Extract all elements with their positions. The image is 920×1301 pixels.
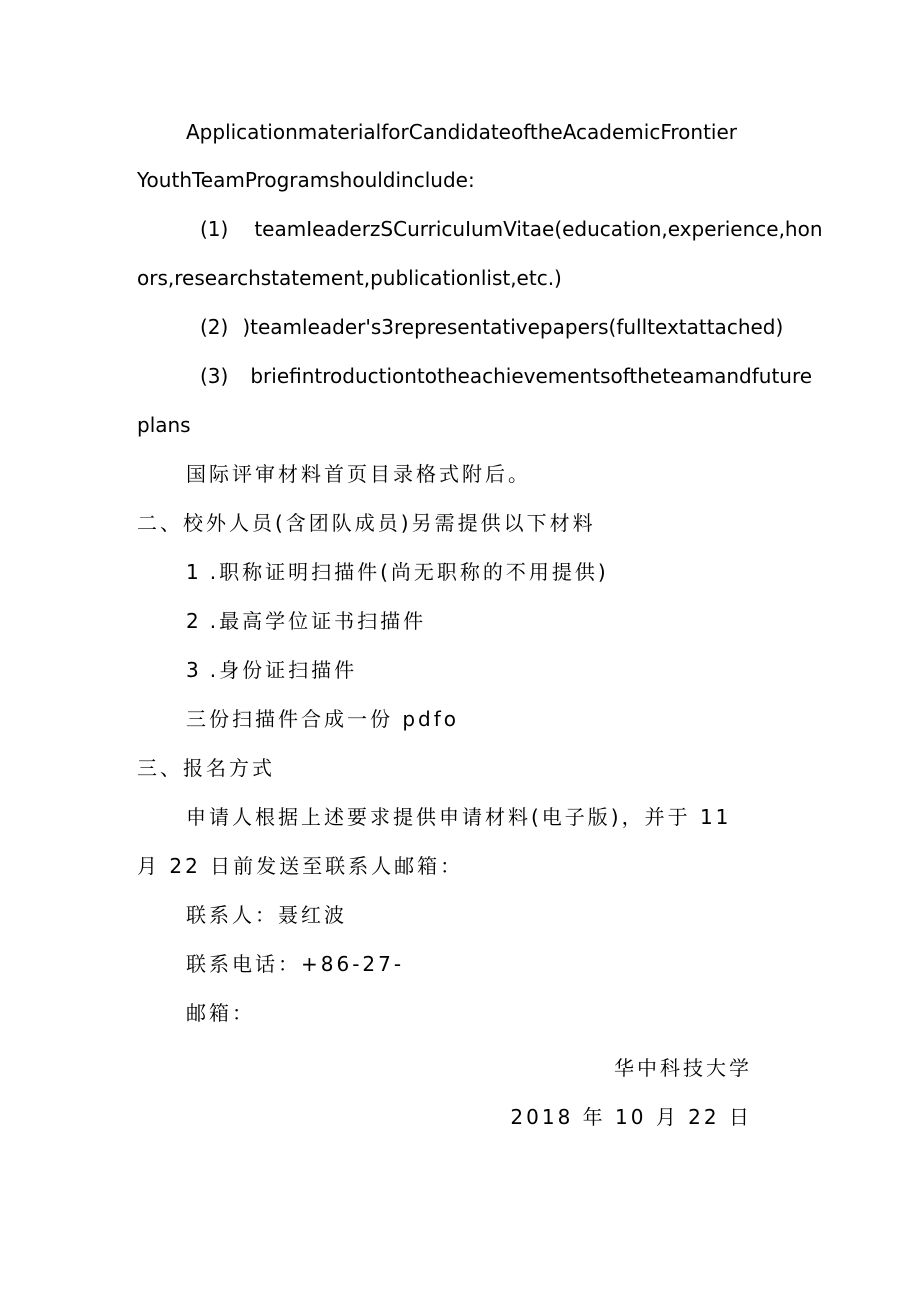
section-3-paragraph-line-2: 月 22 日前发送至联系人邮箱： (137, 854, 464, 878)
contact-person: 联系人：聂红波 (186, 903, 347, 927)
section-2-item-3 (186, 656, 357, 684)
contact-phone: 联系电话：+86-27- (186, 952, 405, 976)
en-item-3 (200, 362, 812, 390)
en-item-3-text: briefintroductiontotheachievementsoftheteamandfuture (250, 364, 813, 388)
note-format: 国际评审材料首页目录格式附后。 (186, 462, 531, 486)
en-item-2 (200, 313, 783, 341)
section-2-item-2 (186, 607, 426, 635)
section-2-item-1 (186, 558, 609, 586)
en-item-3-continuation: plans (137, 413, 191, 437)
section-2-heading: 二、校外人员(含团队成员)另需提供以下材料 (137, 511, 596, 535)
en-item-3-number: (3) (200, 364, 229, 388)
en-item-2-number: (2) (200, 315, 229, 339)
contact-email: 邮箱： (186, 1001, 255, 1025)
section-2-item-1-number: 1 (186, 560, 202, 584)
merge-note: 三份扫描件合成一份 pdfo (186, 707, 460, 731)
en-item-1-text: teamIeaderzSCurricuIumVitae(education,experience,hon (254, 217, 823, 241)
signature-date: 2018 年 10 月 22 日 (510, 1105, 752, 1129)
section-3-paragraph-line-1: 申请人根据上述要求提供申请材料(电子版)，并于 11 (186, 805, 732, 829)
intro-line-1: ApplicationmaterialforCandidateoftheAcademicFrontier (186, 120, 738, 144)
en-item-1-continuation: ors,researchstatement,publicationlist,etc.) (137, 266, 562, 290)
section-2-item-2-text: .最高学位证书扫描件 (209, 609, 427, 633)
section-3-heading: 三、报名方式 (137, 756, 275, 780)
section-2-item-2-number: 2 (186, 609, 202, 633)
en-item-2-text: )teamleader's3representativepapers(fulltextattached) (242, 315, 784, 339)
intro-line-2: YouthTeamProgramshouldinclude: (137, 168, 475, 192)
section-2-item-3-text: .身份证扫描件 (209, 658, 358, 682)
signature-organization: 华中科技大学 (614, 1056, 752, 1080)
section-2-item-3-number: 3 (186, 658, 202, 682)
en-item-1 (200, 215, 823, 243)
section-2-item-1-text: .职称证明扫描件(尚无职称的不用提供) (209, 560, 609, 584)
en-item-1-number: (1) (200, 217, 229, 241)
